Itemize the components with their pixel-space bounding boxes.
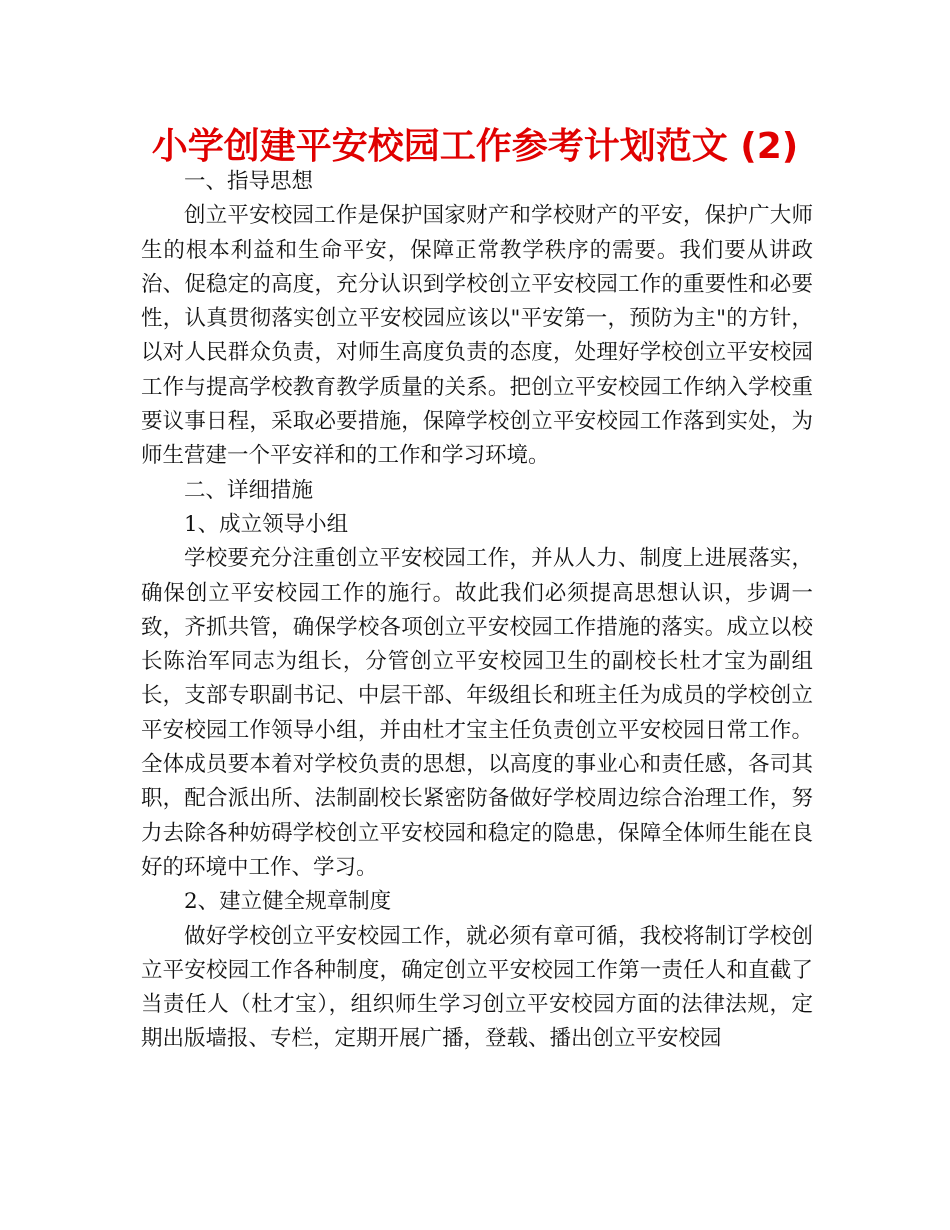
document-body xyxy=(141,165,813,1057)
paragraph-rules-regulations: 做好学校创立平安校园工作，就必须有章可循，我校将制订学校创立平安校园工作各种制度，确定创立平安校园工作第一责任人和直截了当责任人（杜才宝），组织师生学习创立平安校园方面的法律法规，定期出版墙报、专栏，定期开展广播，登载、播出创立平安校园 xyxy=(141,923,813,1052)
paragraph-guiding-ideology: 创立平安校园工作是保护国家财产和学校财产的平安，保护广大师生的根本利益和生命平安，保障正常教学秩序的需要。我们要从讲政治、促稳定的高度，充分认识到学校创立平安校园工作的重要性和必要性，认真贯彻落实创立平安校园应该以"平安第一，预防为主"的方针，以对人民群众负责，对师生高度负责的态度，处理好学校创立平安校园工作与提高学校教育教学质量的关系。把创立平安校园工作纳入学校重要议事日程，采取必要措施，保障学校创立平安校园工作落到实处，为师生营建一个平安祥和的工作和学习环境。 xyxy=(141,203,813,469)
subheading-rules-regulations: 2、建立健全规章制度 xyxy=(184,889,392,915)
subheading-leadership-group: 1、成立领导小组 xyxy=(184,511,349,537)
heading-guiding-ideology: 一、指导思想 xyxy=(184,169,314,194)
document-title: 小学创建平安校园工作参考计划范文 (2) xyxy=(151,126,799,167)
heading-detailed-measures: 二、详细措施 xyxy=(184,477,314,503)
paragraph-leadership-group: 学校要充分注重创立平安校园工作，并从人力、制度上进展落实，确保创立平安校园工作的施行。故此我们必须提高思想认识，步调一致，齐抓共管，确保学校各项创立平安校园工作措施的落实。成立以校长陈治军同志为组长，分管创立平安校园卫生的副校长杜才宝为副组长，支部专职副书记、中层干部、年级组长和班主任为成员的学校创立平安校园工作领导小组，并由杜才宝主任负责创立平安校园日常工作。全体成员要本着对学校负责的思想，以高度的事业心和责任感，各司其职，配合派出所、法制副校长紧密防备做好学校周边综合治理工作，努力去除各种妨碍学校创立平安校园和稳定的隐患，保障全体师生能在良好的环境中工作、学习。 xyxy=(141,546,813,880)
